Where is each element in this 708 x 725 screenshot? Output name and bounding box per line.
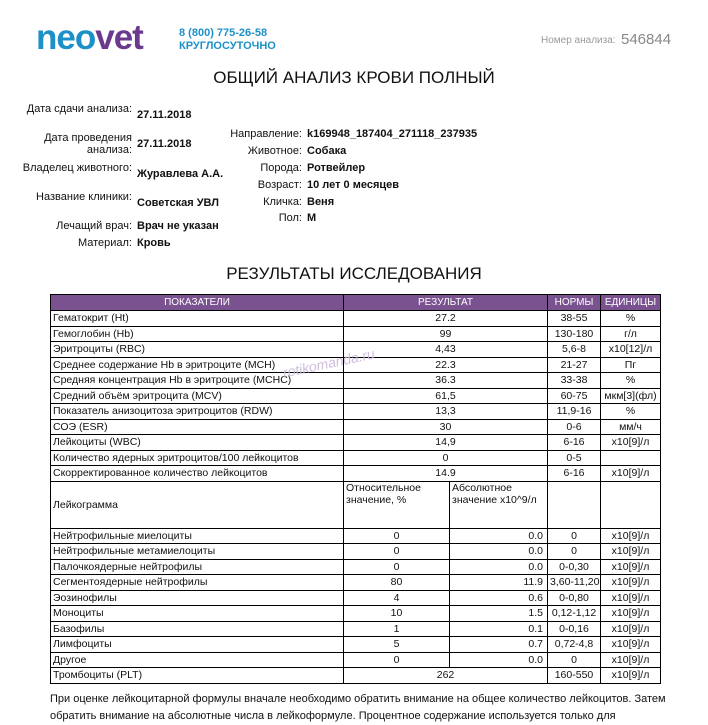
cell-unit	[601, 450, 661, 466]
table-row	[51, 652, 661, 668]
cell-norm: 38-55	[548, 311, 601, 327]
header-norms: НОРМЫ	[548, 295, 601, 311]
cell-unit: x10[9]/л	[601, 435, 661, 451]
cell-unit: x10[9]/л	[601, 652, 661, 668]
cell-norm: 0,72-4,8	[548, 637, 601, 653]
table-row	[51, 637, 661, 653]
cell-norm: 33-38	[548, 373, 601, 389]
results-title: РЕЗУЛЬТАТЫ ИССЛЕДОВАНИЯ	[226, 264, 482, 283]
cell-indicator: Нейтрофильные миелоциты	[51, 528, 344, 544]
watermark: rotikomanda.ru	[281, 345, 377, 381]
logo	[36, 20, 143, 56]
cell-norm: 0-5	[548, 450, 601, 466]
cell-norm: 0-0,16	[548, 621, 601, 637]
cell-relative: 0	[344, 528, 450, 544]
info-value: 10 лет 0 месяцев	[307, 179, 400, 191]
cell-unit: мкм[3](фл)	[601, 388, 661, 404]
cell-norm: 0	[548, 528, 601, 544]
cell-indicator: Среднее содержание Hb в эритроците (MCH)	[51, 357, 344, 373]
info-value: Врач не указан	[137, 220, 219, 232]
table-row	[51, 388, 661, 404]
leukogram-rel-header: Относительное значение, %	[344, 481, 450, 528]
header-indicators: ПОКАЗАТЕЛИ	[51, 295, 344, 311]
cell-result: 14.9	[344, 466, 548, 482]
cell-unit: x10[12]/л	[601, 342, 661, 358]
cell-absolute: 1.5	[450, 606, 548, 622]
cell-norm: 160-550	[548, 668, 601, 684]
info-label: Дата проведения анализа:	[44, 132, 132, 156]
cell-unit: x10[9]/л	[601, 668, 661, 684]
info-label: Лечащий врач:	[56, 220, 132, 232]
table-row	[51, 450, 661, 466]
header-units: ЕДИНИЦЫ	[601, 295, 661, 311]
cell-norm: 0	[548, 652, 601, 668]
leukogram-empty-norm	[548, 481, 601, 528]
cell-indicator: Нейтрофильные метамиелоциты	[51, 544, 344, 560]
info-label: Направление:	[230, 128, 302, 140]
cell-norm: 3,60-11,20	[548, 575, 601, 591]
hours-label: КРУГЛОСУТОЧНО	[179, 40, 276, 52]
cell-indicator: Скорректированное количество лейкоцитов	[51, 466, 344, 482]
cell-norm: 6-16	[548, 435, 601, 451]
cell-result: 22.3	[344, 357, 548, 373]
cell-norm: 130-180	[548, 326, 601, 342]
cell-absolute: 0.0	[450, 544, 548, 560]
info-value: k169948_187404_271118_237935	[307, 128, 478, 140]
logo-part-vet: vet	[95, 18, 143, 57]
info-label: Дата сдачи анализа:	[26, 103, 132, 115]
cell-norm: 0-0,80	[548, 590, 601, 606]
leukogram-abs-header: Абсолютное значение x10^9/л	[450, 481, 548, 528]
cell-indicator: Сегментоядерные нейтрофилы	[51, 575, 344, 591]
info-value: Советская УВЛ	[137, 197, 219, 209]
info-value: Веня	[307, 196, 335, 208]
cell-absolute: 0.0	[450, 559, 548, 575]
table-row	[51, 404, 661, 420]
info-label: Кличка:	[263, 196, 302, 208]
cell-absolute: 0.0	[450, 652, 548, 668]
cell-unit: x10[9]/л	[601, 637, 661, 653]
cell-indicator: Количество ядерных эритроцитов/100 лейкоцитов	[51, 450, 344, 466]
cell-unit: x10[9]/л	[601, 575, 661, 591]
cell-indicator: Моноциты	[51, 606, 344, 622]
table-row	[51, 590, 661, 606]
table-row	[51, 435, 661, 451]
cell-norm: 0,12-1,12	[548, 606, 601, 622]
cell-unit: %	[601, 373, 661, 389]
info-value: Собака	[307, 145, 347, 157]
table-row	[51, 326, 661, 342]
cell-indicator: Гемоглобин (Hb)	[51, 326, 344, 342]
cell-unit: x10[9]/л	[601, 590, 661, 606]
cell-norm: 21-27	[548, 357, 601, 373]
info-value: Кровь	[137, 237, 171, 249]
document-title: ОБЩИЙ АНАЛИЗ КРОВИ ПОЛНЫЙ	[213, 68, 495, 87]
cell-relative: 0	[344, 559, 450, 575]
cell-indicator: Лимфоциты	[51, 637, 344, 653]
cell-indicator: Базофилы	[51, 621, 344, 637]
cell-norm: 5,6-8	[548, 342, 601, 358]
cell-unit: x10[9]/л	[601, 466, 661, 482]
table-header-row	[51, 295, 661, 311]
table-row	[51, 419, 661, 435]
info-label: Возраст:	[257, 179, 302, 191]
table-row	[51, 559, 661, 575]
table-row	[51, 544, 661, 560]
leukogram-header-row	[51, 481, 661, 528]
cell-unit: мм/ч	[601, 419, 661, 435]
table-row	[51, 528, 661, 544]
cell-relative: 0	[344, 544, 450, 560]
cell-relative: 1	[344, 621, 450, 637]
cell-indicator: Другое	[51, 652, 344, 668]
info-value: 27.11.2018	[137, 109, 192, 121]
info-label: Название клиники:	[36, 191, 132, 203]
cell-indicator: Эритроциты (RBC)	[51, 342, 344, 358]
cell-norm: 60-75	[548, 388, 601, 404]
info-label: Владелец животного:	[22, 162, 132, 174]
info-value: Журавлева А.А.	[137, 168, 224, 180]
info-value: Ротвейлер	[307, 162, 366, 174]
cell-relative: 5	[344, 637, 450, 653]
info-label: Материал:	[77, 237, 132, 249]
cell-indicator: Гематокрит (Ht)	[51, 311, 344, 327]
table-row	[51, 606, 661, 622]
analysis-number-label: Номер анализа:	[541, 35, 616, 46]
leukogram-empty-unit	[601, 481, 661, 528]
info-label: Животное:	[247, 145, 302, 157]
cell-absolute: 0.7	[450, 637, 548, 653]
analysis-number: 546844	[621, 31, 672, 48]
logo-part-neo: neo	[36, 18, 96, 57]
table-row	[51, 311, 661, 327]
cell-norm: 0	[548, 544, 601, 560]
cell-result: 14,9	[344, 435, 548, 451]
cell-norm: 11,9-16	[548, 404, 601, 420]
cell-unit: г/л	[601, 326, 661, 342]
table-row	[51, 621, 661, 637]
cell-indicator: Средняя концентрация Hb в эритроците (MCHC)	[51, 373, 344, 389]
info-value: 27.11.2018	[137, 138, 192, 150]
cell-result: 36.3	[344, 373, 548, 389]
table-row	[51, 466, 661, 482]
contact-block	[179, 27, 276, 53]
table-row	[51, 373, 661, 389]
cell-result: 13,3	[344, 404, 548, 420]
cell-absolute: 11.9	[450, 575, 548, 591]
cell-norm: 0-0,30	[548, 559, 601, 575]
cell-unit: %	[601, 404, 661, 420]
info-label: Пол:	[278, 212, 302, 224]
cell-relative: 80	[344, 575, 450, 591]
cell-norm: 6-16	[548, 466, 601, 482]
cell-result: 27.2	[344, 311, 548, 327]
table-row	[51, 668, 661, 684]
cell-absolute: 0.1	[450, 621, 548, 637]
cell-indicator: Показатель анизоцитоза эритроцитов (RDW)	[51, 404, 344, 420]
cell-unit: %	[601, 311, 661, 327]
cell-unit: x10[9]/л	[601, 621, 661, 637]
cell-indicator: Тромбоциты (PLT)	[51, 668, 344, 684]
info-value: М	[307, 212, 317, 224]
cell-unit: x10[9]/л	[601, 559, 661, 575]
cell-unit: x10[9]/л	[601, 528, 661, 544]
cell-indicator: Палочкоядерные нейтрофилы	[51, 559, 344, 575]
cell-absolute: 0.6	[450, 590, 548, 606]
cell-relative: 4	[344, 590, 450, 606]
note-text: При оценке лейкоцитарной формулы вначале необходимо обратить внимание на общее количество лейкоцитов. Затем обратить внимание на абсолютные числа в лейкоформуле. Процентное содержание используется только для	[50, 693, 666, 722]
cell-result: 4,43	[344, 342, 548, 358]
cell-result: 61,5	[344, 388, 548, 404]
table-row	[51, 575, 661, 591]
cell-absolute: 0.0	[450, 528, 548, 544]
cell-relative: 0	[344, 652, 450, 668]
cell-result: 99	[344, 326, 548, 342]
cell-unit: Пг	[601, 357, 661, 373]
cell-indicator: Эозинофилы	[51, 590, 344, 606]
cell-indicator: Средний объём эритроцита (MCV)	[51, 388, 344, 404]
phone-number: 8 (800) 775-26-58	[179, 27, 268, 39]
cell-indicator: СОЭ (ESR)	[51, 419, 344, 435]
leukogram-label: Лейкограмма	[51, 481, 344, 528]
header-result: РЕЗУЛЬТАТ	[344, 295, 548, 311]
cell-norm: 0-6	[548, 419, 601, 435]
cell-unit: x10[9]/л	[601, 544, 661, 560]
cell-result: 262	[344, 668, 548, 684]
cell-result: 0	[344, 450, 548, 466]
cell-result: 30	[344, 419, 548, 435]
cell-unit: x10[9]/л	[601, 606, 661, 622]
cell-relative: 10	[344, 606, 450, 622]
cell-indicator: Лейкоциты (WBC)	[51, 435, 344, 451]
info-label: Порода:	[260, 162, 302, 174]
